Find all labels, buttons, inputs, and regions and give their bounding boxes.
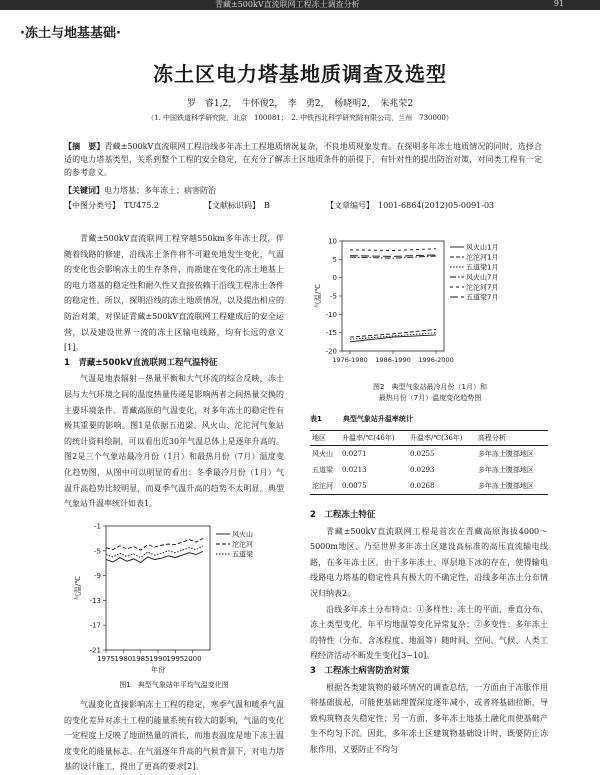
y-tick-label: -13 [89,596,101,605]
table-cell: 多年冻土腹部地区 [477,466,534,474]
section-3-title: 3 工程冻土病害防治对策 [310,665,410,676]
table-header-cell: 地区 [310,431,340,446]
keywords-label: 【关键词】 [64,186,104,195]
series-line [350,249,436,251]
legend-label: 五道梁1月 [466,263,499,272]
table-header-row [310,431,548,446]
section-3-text: 根据各类建筑物的破坏情况的调查总结，一方面由于冻胀作用将基础拔起，可能使基础埋置深度逐年减小，或者将基础拉断，导致构筑物丧失稳定性；另一方面，多年冻土地基土融化而使基础产生不均匀下沉。因此，多年冻土区建筑物基础设计时，既要防止冻胀作用，又要防止不均匀 [310,682,548,754]
document-code: 【文献标识码】 B [204,201,270,210]
left-column-top [64,231,284,512]
y-tick-label: 5 [332,255,337,264]
section-1-title: 1 青藏±500kV直流联网工程气温特征 [64,357,218,368]
table-1 [310,430,548,495]
right-column [310,508,548,758]
x-tick-label: 1976-1980 [332,356,368,364]
y-axis-label: 气温/℃ [74,575,82,601]
table-cell: 0.0268 [409,482,435,490]
running-title: 青藏±500kV直流联网工程冻土调查分析 [215,0,360,9]
table-header-cell: 高程分析 [476,431,548,446]
legend-label: 沱沱河 [232,540,253,549]
table-cell: 多年冻土腹部地区 [477,450,534,458]
y-tick-label: -10 [325,310,337,319]
table-header-cell: 升温率/℃(46年) [340,431,408,446]
table-row [310,478,548,495]
legend-label: 风火山 [232,530,253,539]
table-cell: 多年冻土腹部地区 [477,482,534,490]
table-cell: 0.0075 [342,482,367,490]
affiliations: （1. 中国铁道科学研究院，北京 100081； 2. 中铁西北科学研究院有限公司，兰州 730000） [147,114,453,122]
figure-2-chart [312,233,532,379]
y-tick-label: -15 [325,329,337,338]
table-cell: 五道梁 [312,466,333,474]
page-number: 91 [553,0,564,8]
x-tick-label: 1990 [149,655,167,663]
table-cell: 0.0255 [409,450,435,458]
legend-label: 沱沱河7月 [466,283,499,292]
figure-2-caption-line2: 最热月份（7月）温度变化趋势图 [378,394,482,402]
table-1-title: 表1 典型气象站升温率统计 [310,415,413,423]
abstract-text: 青藏±500kV直流联网工程沿线多年冻土工程地质情况复杂，不良地质现象发育。在探明多年冻土地质情况的同时，选择合适的电力塔基类型，关系到整个工程的安全稳定，在充分了解冻土区地质条件的前提下，有针对性的提出防治对策，对同类工程有一定的参考意义。 [64,142,543,177]
series-line [106,538,203,550]
after-figure-paragraph: 气温变化直接影响冻土工程的稳定，寒季气温和暖季气温的变化差异对冻土工程的能量系统有较大的影响，气温的变化一定程度上反映了地面热量的消长，而地表温度是地下冻土温度变化的能量标志。在气温逐年升高的气候背景下，对电力塔基的设计施工，提出了更高的要求[2]。 [64,700,284,772]
section-2-text: 青藏±500kV直流联网工程是首次在青藏高原海拔4000～5000m地区、乃至世界多年冻土区建设高标准的高压直流输电线路，在多年冻土区，由于多年冻土、厚层地下冰的存在，使得输电线路电力塔基的稳定性具有极大的不确定性，沿线多年冻土分布情况归纳表2。 [310,526,548,598]
table-cell: 0.0213 [342,466,367,474]
x-axis-label: 年份 [151,666,165,674]
legend-label: 沱沱河1月 [466,253,499,262]
x-tick-label: 1995 [166,655,185,663]
running-header [0,0,600,10]
x-tick-label: 1980 [114,655,133,663]
intro-paragraph: 青藏±500kV直流联网工程穿越550km多年冻土段，伴随着线路的修建，沿线冻土条件将不可避免地发生变化，气温的变化也会影响冻土的生存条件，而勘建在变化的冻土地基上的电力塔基的稳定性和耐久性又直接依赖于沿线工程冻土条件的稳定性。所以，探明沿线的冻土地质情况，以及提出相应的防治对策，对保证青藏±500kV直流联网工程建成后的安全运营，以及建设世界一流的冻土区输电线路，均有长远的意义[1]。 [64,234,284,353]
keywords [64,185,216,196]
column-label: ·冻土与地基基础· [20,26,121,41]
clc-number: 【中图分类号】 TU475.2 [64,201,159,210]
x-tick-label: 2000 [183,655,202,663]
y-tick-label: -9 [94,572,101,581]
y-axis-label: 气温/℃ [314,283,322,309]
legend-label: 五道梁 [232,550,253,559]
authors: 罗 睿1,2， 牛怀俊2， 李 勇2， 杨晓明2， 朱兆荣2 [186,99,414,109]
y-tick-label: -5 [94,547,101,556]
plot-frame [342,241,444,351]
y-tick-label: -20 [325,347,337,356]
table-header-cell: 升温率/℃(36年) [408,431,476,446]
figure-1-caption: 图1 典型气象站年平均气温变化图 [119,681,229,689]
table-cell: 风火山 [312,450,333,458]
section-2-title: 2 工程冻土特征 [310,510,376,520]
x-tick-label: 1996-2000 [418,356,454,364]
legend-label: 五道梁7月 [466,293,499,302]
abstract [64,140,542,179]
table-row [310,462,548,478]
x-tick-label: 1975 [97,655,115,663]
left-column-bottom [64,697,284,775]
table-cell: 0.0271 [342,450,367,458]
series-line [350,255,436,257]
legend-label: 风火山7月 [466,273,499,282]
y-tick-label: -17 [89,621,101,630]
x-tick-label: 1986-1990 [375,356,411,364]
table-cell: 沱沱河 [312,482,333,490]
abstract-label: 【摘 要】 [64,142,105,151]
section-1-text: 气温是地表辐射－热量平衡和大气环流的综合反映，冻土层与大气环境之间的温度热量传递是影响两者之间热量交换的主要环境条件。青藏高原的气温变化，对多年冻土的稳定性有极其重要的影响。图1是依据五道梁、风火山、沱沱河气象站的统计资料绘制，可以看出近30年气温总体上是逐年升高的。图2是三个气象站最冷月份（1月）和最热月份（7月）温度变化趋势图，从图中可以明显的看出：冬季最冷月份（1月）气温升高趋势比较明显，而夏季气温升高的趋势不太明显。典型气象站升温率统计如表1。 [64,374,284,509]
series-line [106,546,203,558]
y-tick-label: 10 [328,237,337,246]
section-2-text-2: 沿线多年冻土分布特点：①多样性：冻土的平面、垂直分布、冻土类型变化、年平均地温等变化异常复杂；②多变性：多年冻土的特性（分布、含冰程度、地温等）随时间、空间、气候、人类工程经济活动不断发生变化[3~10]。 [310,604,548,661]
y-tick-label: -21 [89,646,101,655]
figure-2-caption [310,382,550,404]
series-line [106,551,203,562]
plot-frame [106,526,210,650]
figure-1-chart [70,518,270,680]
y-tick-label: -5 [330,292,337,301]
paper-title: 冻土区电力塔基地质调查及选型 [153,62,447,86]
article-number: 【文章编号】 1001-6864(2012)05-0091-03 [326,201,495,210]
legend-label: 风火山1月 [466,243,499,252]
table-cell: 0.0293 [409,466,435,474]
figure-2-caption-line1: 图2 典型气象站最冷月份（1月）和 [373,383,487,391]
y-tick-label: 0 [332,274,337,283]
table-row [310,446,548,463]
keywords-text: 电力塔基；多年冻土；病害防治 [104,186,216,195]
y-tick-label: -1 [94,522,101,531]
x-tick-label: 1985 [131,655,150,663]
